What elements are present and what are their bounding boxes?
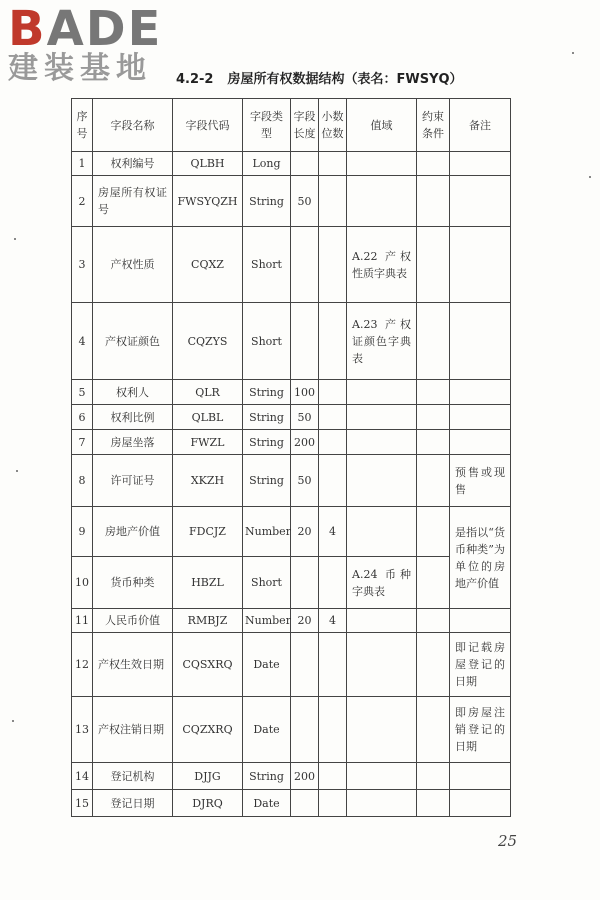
cell-remark bbox=[450, 152, 511, 176]
scan-speck bbox=[572, 52, 574, 54]
cell-decimals bbox=[319, 405, 347, 430]
header-name: 字段名称 bbox=[93, 99, 173, 152]
cell-length bbox=[291, 303, 319, 380]
cell-decimals: 4 bbox=[319, 609, 347, 633]
cell-type: String bbox=[243, 763, 291, 790]
cell-constraint bbox=[417, 763, 450, 790]
cell-decimals bbox=[319, 380, 347, 405]
cell-constraint bbox=[417, 790, 450, 817]
cell-decimals bbox=[319, 227, 347, 303]
cell-seq: 2 bbox=[72, 176, 93, 227]
cell-code: CQSXRQ bbox=[173, 633, 243, 697]
cell-constraint bbox=[417, 557, 450, 609]
cell-seq: 10 bbox=[72, 557, 93, 609]
cell-code: XKZH bbox=[173, 455, 243, 507]
cell-domain bbox=[347, 763, 417, 790]
cell-type: Date bbox=[243, 697, 291, 763]
cell-length: 200 bbox=[291, 430, 319, 455]
cell-constraint bbox=[417, 227, 450, 303]
cell-domain bbox=[347, 380, 417, 405]
cell-decimals bbox=[319, 763, 347, 790]
cell-code: FWZL bbox=[173, 430, 243, 455]
cell-constraint bbox=[417, 380, 450, 405]
cell-length: 50 bbox=[291, 405, 319, 430]
cell-type: String bbox=[243, 430, 291, 455]
cell-constraint bbox=[417, 633, 450, 697]
cell-code: CQZYS bbox=[173, 303, 243, 380]
cell-name: 产权生效日期 bbox=[93, 633, 173, 697]
table-row bbox=[72, 455, 511, 507]
cell-constraint bbox=[417, 430, 450, 455]
cell-type: String bbox=[243, 405, 291, 430]
table-row bbox=[72, 557, 511, 609]
cell-seq: 15 bbox=[72, 790, 93, 817]
cell-name: 登记日期 bbox=[93, 790, 173, 817]
cell-length bbox=[291, 697, 319, 763]
cell-seq: 14 bbox=[72, 763, 93, 790]
cell-seq: 13 bbox=[72, 697, 93, 763]
cell-type: Long bbox=[243, 152, 291, 176]
cell-decimals bbox=[319, 176, 347, 227]
cell-decimals bbox=[319, 152, 347, 176]
cell-length: 50 bbox=[291, 176, 319, 227]
table-row bbox=[72, 430, 511, 455]
header-seq: 序号 bbox=[72, 99, 93, 152]
table-caption bbox=[176, 68, 463, 87]
cell-domain bbox=[347, 430, 417, 455]
cell-length: 200 bbox=[291, 763, 319, 790]
logo-wordmark: BADE bbox=[8, 1, 163, 57]
cell-code: QLR bbox=[173, 380, 243, 405]
cell-constraint bbox=[417, 405, 450, 430]
cell-seq: 11 bbox=[72, 609, 93, 633]
cell-domain: A.23 产权证颜色字典表 bbox=[347, 303, 417, 380]
cell-decimals bbox=[319, 790, 347, 817]
cell-seq: 5 bbox=[72, 380, 93, 405]
cell-remark: 即记载房屋登记的日期 bbox=[450, 633, 511, 697]
cell-constraint bbox=[417, 609, 450, 633]
cell-name: 货币种类 bbox=[93, 557, 173, 609]
header-remark: 备注 bbox=[450, 99, 511, 152]
cell-type: Short bbox=[243, 303, 291, 380]
cell-type: Date bbox=[243, 633, 291, 697]
cell-decimals bbox=[319, 697, 347, 763]
cell-name: 人民币价值 bbox=[93, 609, 173, 633]
cell-seq: 6 bbox=[72, 405, 93, 430]
cell-remark bbox=[450, 176, 511, 227]
cell-length bbox=[291, 227, 319, 303]
cell-domain bbox=[347, 633, 417, 697]
cell-code: DJJG bbox=[173, 763, 243, 790]
cell-remark bbox=[450, 380, 511, 405]
cell-name: 产权证颜色 bbox=[93, 303, 173, 380]
cell-code: FDCJZ bbox=[173, 507, 243, 557]
cell-remark bbox=[450, 303, 511, 380]
header-constraint: 约束条件 bbox=[417, 99, 450, 152]
cell-length bbox=[291, 152, 319, 176]
cell-seq: 1 bbox=[72, 152, 93, 176]
cell-length bbox=[291, 557, 319, 609]
cell-type: String bbox=[243, 380, 291, 405]
header-code: 字段代码 bbox=[173, 99, 243, 152]
table-row bbox=[72, 176, 511, 227]
logo-subtitle: 建装基地 bbox=[8, 51, 152, 86]
cell-name: 权利人 bbox=[93, 380, 173, 405]
logo bbox=[8, 1, 183, 86]
cell-name: 房屋所有权证号 bbox=[93, 176, 173, 227]
cell-name: 产权性质 bbox=[93, 227, 173, 303]
cell-remark bbox=[450, 609, 511, 633]
cell-name: 房屋坐落 bbox=[93, 430, 173, 455]
cell-code: DJRQ bbox=[173, 790, 243, 817]
cell-seq: 7 bbox=[72, 430, 93, 455]
cell-length bbox=[291, 633, 319, 697]
table-row bbox=[72, 227, 511, 303]
cell-remark: 预售或现售 bbox=[450, 455, 511, 507]
cell-type: String bbox=[243, 176, 291, 227]
cell-name: 权利比例 bbox=[93, 405, 173, 430]
table-row bbox=[72, 609, 511, 633]
cell-seq: 4 bbox=[72, 303, 93, 380]
table-row bbox=[72, 405, 511, 430]
header-type: 字段类型 bbox=[243, 99, 291, 152]
cell-type: Short bbox=[243, 557, 291, 609]
cell-remark bbox=[450, 227, 511, 303]
cell-seq: 8 bbox=[72, 455, 93, 507]
cell-code: CQZXRQ bbox=[173, 697, 243, 763]
cell-code: QLBH bbox=[173, 152, 243, 176]
cell-constraint bbox=[417, 455, 450, 507]
table-row bbox=[72, 380, 511, 405]
cell-type: Number bbox=[243, 507, 291, 557]
cell-decimals bbox=[319, 303, 347, 380]
cell-domain bbox=[347, 455, 417, 507]
table-row bbox=[72, 303, 511, 380]
cell-constraint bbox=[417, 697, 450, 763]
cell-domain bbox=[347, 152, 417, 176]
cell-seq: 9 bbox=[72, 507, 93, 557]
scan-speck bbox=[14, 238, 16, 240]
cell-code: HBZL bbox=[173, 557, 243, 609]
cell-name: 许可证号 bbox=[93, 455, 173, 507]
cell-length bbox=[291, 790, 319, 817]
table-row bbox=[72, 697, 511, 763]
data-structure-table bbox=[71, 98, 511, 817]
table-title: 房屋所有权数据结构（表名：FWSYQ） bbox=[227, 72, 463, 87]
header-length: 字段长度 bbox=[291, 99, 319, 152]
cell-decimals: 4 bbox=[319, 507, 347, 557]
cell-code: RMBJZ bbox=[173, 609, 243, 633]
table-row bbox=[72, 763, 511, 790]
scan-speck bbox=[589, 176, 591, 178]
cell-constraint bbox=[417, 176, 450, 227]
scan-speck bbox=[12, 720, 14, 722]
cell-domain bbox=[347, 405, 417, 430]
cell-remark bbox=[450, 763, 511, 790]
cell-constraint bbox=[417, 507, 450, 557]
cell-name: 产权注销日期 bbox=[93, 697, 173, 763]
table-row bbox=[72, 507, 511, 557]
cell-constraint bbox=[417, 303, 450, 380]
table-row bbox=[72, 152, 511, 176]
cell-length: 100 bbox=[291, 380, 319, 405]
cell-length: 20 bbox=[291, 507, 319, 557]
cell-domain bbox=[347, 697, 417, 763]
cell-decimals bbox=[319, 633, 347, 697]
cell-remark bbox=[450, 430, 511, 455]
cell-seq: 12 bbox=[72, 633, 93, 697]
cell-type: String bbox=[243, 455, 291, 507]
cell-decimals bbox=[319, 430, 347, 455]
cell-type: Date bbox=[243, 790, 291, 817]
cell-remark: 即房屋注销登记的日期 bbox=[450, 697, 511, 763]
cell-decimals bbox=[319, 455, 347, 507]
table-header-row bbox=[72, 99, 511, 152]
table-row bbox=[72, 790, 511, 817]
page-number: 25 bbox=[498, 832, 518, 850]
cell-domain bbox=[347, 609, 417, 633]
cell-length: 20 bbox=[291, 609, 319, 633]
cell-domain bbox=[347, 790, 417, 817]
table-row bbox=[72, 633, 511, 697]
cell-domain bbox=[347, 176, 417, 227]
header-domain: 值域 bbox=[347, 99, 417, 152]
cell-code: CQXZ bbox=[173, 227, 243, 303]
cell-remark bbox=[450, 405, 511, 430]
cell-constraint bbox=[417, 152, 450, 176]
cell-domain: A.24 币种字典表 bbox=[347, 557, 417, 609]
cell-type: Number bbox=[243, 609, 291, 633]
cell-decimals bbox=[319, 557, 347, 609]
cell-remark: 是指以“货币种类”为单位的房地产价值 bbox=[450, 507, 511, 609]
cell-domain bbox=[347, 507, 417, 557]
table-number: 4.2-2 bbox=[176, 72, 214, 87]
cell-code: QLBL bbox=[173, 405, 243, 430]
cell-type: Short bbox=[243, 227, 291, 303]
header-decimals: 小数位数 bbox=[319, 99, 347, 152]
scan-speck bbox=[16, 470, 18, 472]
cell-remark bbox=[450, 790, 511, 817]
cell-seq: 3 bbox=[72, 227, 93, 303]
cell-domain: A.22 产权性质字典表 bbox=[347, 227, 417, 303]
cell-name: 权利编号 bbox=[93, 152, 173, 176]
cell-name: 登记机构 bbox=[93, 763, 173, 790]
cell-length: 50 bbox=[291, 455, 319, 507]
cell-code: FWSYQZH bbox=[173, 176, 243, 227]
cell-name: 房地产价值 bbox=[93, 507, 173, 557]
